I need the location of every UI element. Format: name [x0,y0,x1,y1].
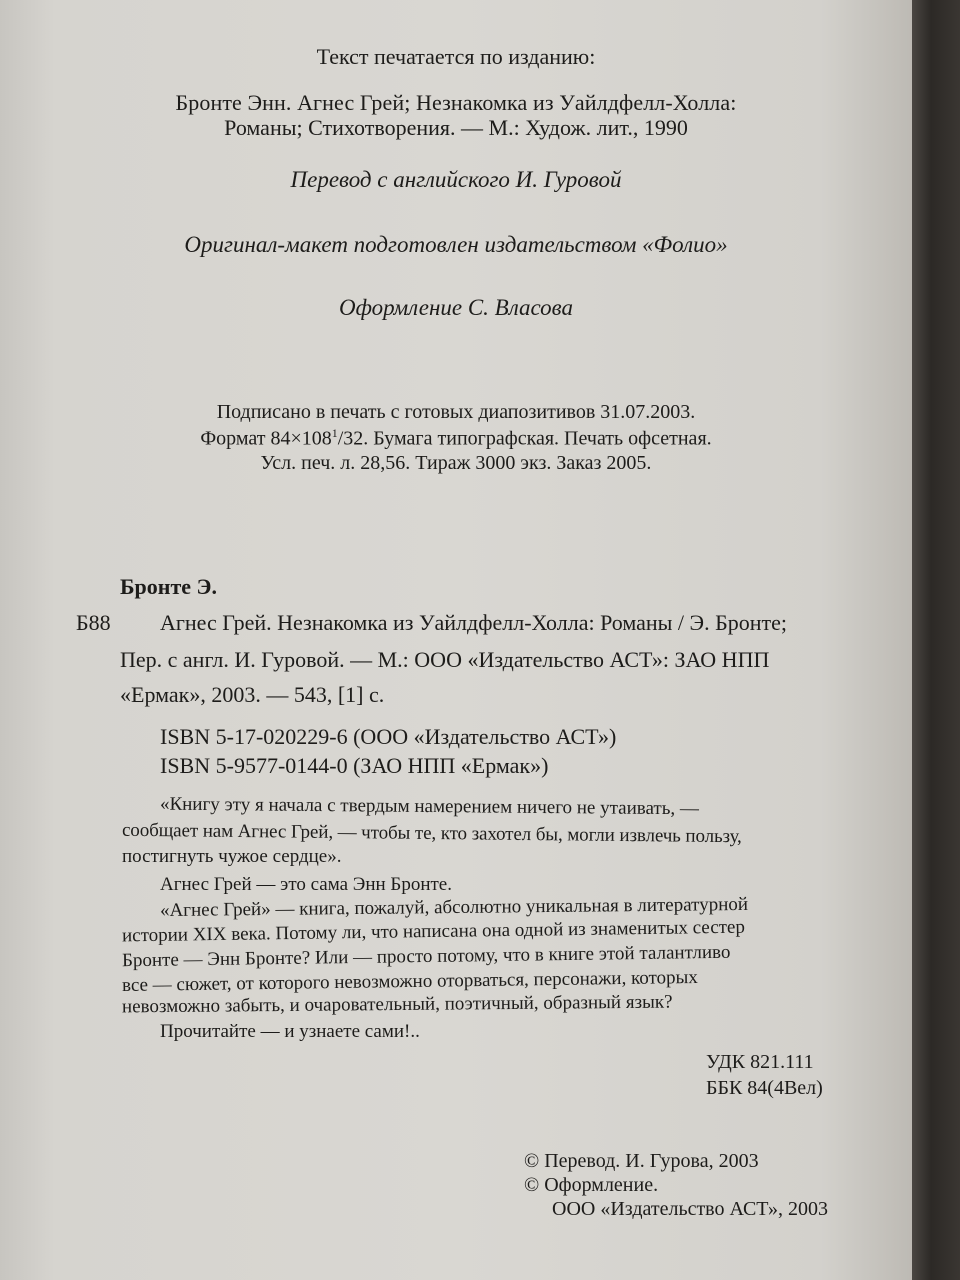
annotation-line: все — сюжет, от которого невозможно оторваться, персонажи, которых [121,966,699,997]
copyright-publisher: ООО «Издательство АСТ», 2003 [552,1198,828,1220]
catalog-imprint-line: Пер. с англ. И. Гуровой. — М.: ООО «Издательство АСТ»: ЗАО НПП [120,647,770,672]
annotation-line: Агнес Грей — это сама Энн Бронте. [160,874,452,895]
source-intro: Текст печатается по изданию: [316,44,596,69]
isbn-ast: ISBN 5-17-020229-6 (ООО «Издательство АСТ») [160,724,617,749]
print-run: Усл. печ. л. 28,56. Тираж 3000 экз. Заказ 2005. [260,452,652,474]
annotation-line: «Книгу эту я начала с твердым намерением ничего не утаивать, — [159,793,700,820]
print-format-sup: 1 [331,426,338,440]
source-publisher: Романы; Стихотворения. — М.: Худож. лит., 1990 [224,115,688,140]
source-edition: Бронте Энн. Агнес Грей; Незнакомка из Уайлдфелл-Холла: [175,90,737,115]
print-format-size: Формат 84×108 [200,427,332,450]
annotation-line: Бронте — Энн Бронте? Или — просто потому, что в книге этой талантливо [121,941,731,972]
design-credit: Оформление С. Власова [338,295,573,320]
print-signed: Подписано в печать с готовых диапозитивов 31.07.2003. [216,401,696,423]
annotation-line: Прочитайте — и узнаете сами!.. [160,1021,420,1042]
annotation-line: «Агнес Грей» — книга, пожалуй, абсолютно уникальная в литературной [159,893,749,922]
annotation-line: постигнуть чужое сердце». [122,846,342,867]
catalog-code: Б88 [76,610,111,635]
translation-credit: Перевод с английского И. Гуровой [290,167,622,192]
bbk-code: ББК 84(4Вел) [706,1077,823,1099]
copyright-translation: © Перевод. И. Гурова, 2003 [524,1150,759,1172]
layout-credit: Оригинал-макет подготовлен издательством «Фолио» [184,232,728,257]
copyright-design: © Оформление. [524,1174,659,1196]
isbn-ermak: ISBN 5-9577-0144-0 (ЗАО НПП «Ермак») [160,753,549,778]
catalog-title-line: Агнес Грей. Незнакомка из Уайлдфелл-Холла: Романы / Э. Бронте; [160,610,787,635]
catalog-year-line: «Ермак», 2003. — 543, [1] с. [120,682,385,707]
annotation-line: сообщает нам Агнес Грей, — чтобы те, кто захотел бы, могли извлечь пользу, [121,819,742,848]
udk-code: УДК 821.111 [706,1051,814,1073]
catalog-author: Бронте Э. [120,574,217,599]
page-edge-shadow [912,0,960,1280]
annotation-line: невозможно забыть, и очаровательный, поэтичный, образный язык? [121,991,673,1018]
print-format-rest: /32. Бумага типографская. Печать офсетная. [337,427,712,450]
annotation-line: истории XIX века. Потому ли, что написана она одной из знаменитых сестер [121,916,746,947]
print-format [0,427,912,449]
